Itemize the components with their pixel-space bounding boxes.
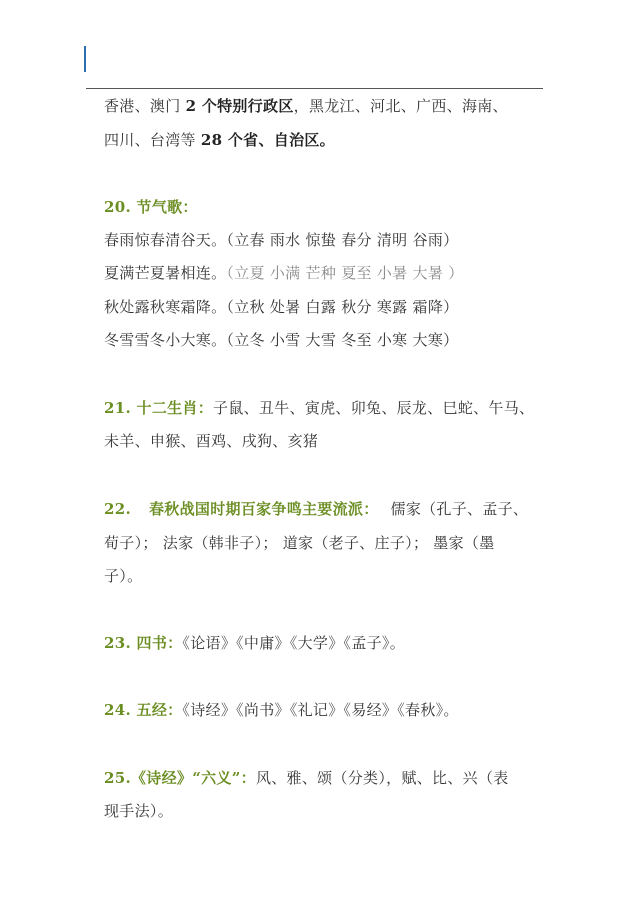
section-22-line-2: 荀子）； 法家（韩非子）； 道家（老子、庄子）； 墨家（墨	[104, 534, 495, 552]
verse: 夏满芒夏暑相连。	[104, 264, 227, 282]
section-25-line-1	[104, 767, 509, 789]
section-23-heading: 23. 四书：	[104, 634, 183, 652]
terms: （立春 雨水 惊蛰 春分 清明 谷雨）	[226, 231, 459, 249]
section-20-heading: 20. 节气歌：	[104, 198, 198, 216]
section-24-line	[104, 699, 459, 721]
text-cursor-marker	[84, 46, 86, 72]
header-divider	[86, 88, 543, 89]
terms: （立夏 小满 芒种 夏至 小暑 大暑 ）	[226, 264, 464, 282]
verse: 春雨惊春清谷天。	[104, 231, 227, 249]
intro-text: 四川、台湾等	[104, 131, 201, 149]
section-22-line-1	[104, 498, 528, 520]
section-24-heading: 24. 五经：	[104, 701, 183, 719]
intro-line-2	[104, 129, 335, 151]
intro-bold: 28 个省、自治区。	[200, 131, 335, 149]
four-books-text: 《论语》《中庸》《大学》《孟子》。	[182, 634, 406, 652]
solar-term-row	[104, 229, 458, 251]
terms: （立冬 小雪 大雪 冬至 小寒 大寒）	[226, 331, 459, 349]
section-25-line-2: 现手法）。	[104, 802, 174, 820]
section-22-line-3: 子）。	[104, 567, 143, 585]
school-text: 儒家（孔子、孟子、	[390, 500, 529, 518]
solar-term-row	[104, 296, 458, 318]
section-22-number: 22.	[104, 500, 131, 518]
intro-bold: 2 个特别行政区	[185, 97, 294, 115]
intro-text: 香港、澳门	[104, 97, 186, 115]
five-classics-text: 《诗经》《尚书》《礼记》《易经》《春秋》。	[182, 701, 459, 719]
terms: （立秋 处暑 白露 秋分 寒露 霜降）	[226, 298, 459, 316]
solar-term-row	[104, 329, 458, 351]
section-21-line-1	[104, 397, 534, 419]
intro-text: ，黑龙江、河北、广西、海南、	[293, 97, 508, 115]
section-21-line-2: 未羊、申猴、酉鸡、戌狗、亥猪	[104, 432, 319, 450]
verse: 秋处露秋寒霜降。	[104, 298, 227, 316]
six-principles-text: 风、雅、颂（分类），赋、比、兴（表	[255, 769, 509, 787]
section-25-heading: 25.《诗经》“六义”：	[104, 769, 256, 787]
intro-line-1	[104, 95, 508, 117]
solar-term-row	[104, 262, 464, 284]
section-23-line	[104, 632, 405, 654]
zodiac-text: 子鼠、丑牛、寅虎、卯兔、辰龙、巳蛇、午马、	[213, 399, 535, 417]
section-22-heading: 春秋战国时期百家争鸣主要流派：	[149, 500, 379, 518]
verse: 冬雪雪冬小大寒。	[104, 331, 227, 349]
section-21-heading: 21. 十二生肖：	[104, 399, 214, 417]
